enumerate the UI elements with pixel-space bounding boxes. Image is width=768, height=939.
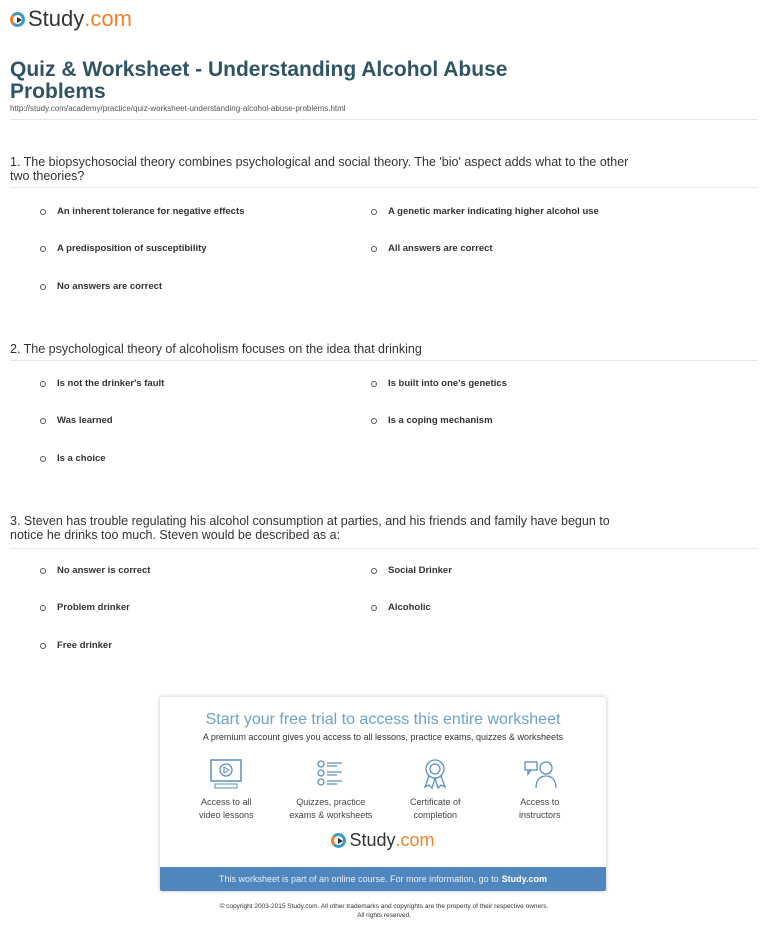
answer-option[interactable] [40,453,106,464]
radio-icon[interactable] [40,568,46,574]
option-label: All answers are correct [388,243,493,254]
instructor-chat-icon [523,758,557,790]
page-title: Quiz & Worksheet - Understanding Alcohol Abuse Problems [10,58,508,103]
logo-tld: .com [395,830,435,850]
checklist-icon [314,758,348,790]
option-label: Is built into one's genetics [388,378,507,389]
radio-icon[interactable] [40,643,46,649]
answer-option[interactable] [40,378,164,389]
copyright-footer [0,902,768,920]
play-logo-icon [10,12,25,27]
question-3: 3. Steven has trouble regulating his alcohol consumption at parties, and his friends and family have begun to notice he drinks too much. Steven would be described as a: [10,514,610,542]
radio-icon[interactable] [40,209,46,215]
answer-option[interactable] [371,415,493,426]
option-label: Social Drinker [388,565,452,576]
feature-label: instructors [518,810,561,820]
question-1: 1. The biopsychosocial theory combines psychological and social theory. The 'bio' aspect adds what to the other two theories? [10,155,629,183]
study-logo[interactable] [10,6,132,32]
radio-icon[interactable] [40,284,46,290]
play-logo-icon [331,833,346,848]
rights-text: All rights reserved. [357,912,411,919]
study-link[interactable]: Study.com [501,874,547,884]
radio-icon[interactable] [40,605,46,611]
option-label: Is not the drinker's fault [57,378,165,389]
option-label: An inherent tolerance for negative effects [57,206,245,217]
question-2: 2. The psychological theory of alcoholism focuses on the idea that drinking [10,342,422,356]
divider [10,360,758,361]
option-label: Problem drinker [57,602,130,613]
answer-option[interactable] [40,602,130,613]
feature-label: Quizzes, practice [296,797,366,807]
option-label: A predisposition of susceptibility [57,243,207,254]
radio-icon[interactable] [40,418,46,424]
feature-label: Certificate of [409,797,461,807]
radio-icon[interactable] [371,568,377,574]
option-label: Was learned [57,415,113,426]
copyright-text: © copyright 2003-2015 Study.com. All other trademarks and copyrights are the property of their respective owners. [219,903,549,910]
course-info-banner [160,867,606,891]
feature-label: Access to all [200,797,252,807]
radio-icon[interactable] [371,246,377,252]
radio-icon[interactable] [371,209,377,215]
logo-text: Study [349,830,396,850]
answer-option[interactable] [40,640,112,651]
option-label: No answers are correct [57,281,163,292]
option-label: A genetic marker indicating higher alcohol use [388,206,599,217]
logo-text: Study [28,6,85,31]
answer-option[interactable] [40,206,244,217]
radio-icon[interactable] [371,418,377,424]
promo-study-logo[interactable] [160,830,606,851]
answer-option[interactable] [371,378,507,389]
answer-option[interactable] [40,565,150,576]
banner-text: This worksheet is part of an online course. For more information, go to [219,874,499,884]
option-label: Free drinker [57,640,112,651]
option-label: Is a choice [57,453,106,464]
option-label: No answer is correct [57,565,151,576]
feature-quizzes [281,758,381,822]
logo-tld: .com [84,6,132,31]
certificate-ribbon-icon [418,758,452,790]
answer-option[interactable] [40,281,162,292]
answer-option[interactable] [40,243,207,254]
feature-video-lessons [176,758,276,822]
feature-label: exams & worksheets [289,810,373,820]
feature-instructors [490,758,590,822]
promo-title[interactable]: Start your free trial to access this entire worksheet [205,711,561,728]
free-trial-promo [160,697,606,891]
page-url: http://study.com/academy/practice/quiz-worksheet-understanding-alcohol-abuse-problems.html [10,104,346,113]
answer-option[interactable] [40,415,113,426]
option-label: Alcoholic [388,602,431,613]
radio-icon[interactable] [40,381,46,387]
feature-label: Access to [520,797,560,807]
radio-icon[interactable] [40,456,46,462]
divider [10,187,758,188]
answer-option[interactable] [371,602,431,613]
feature-label: video lessons [198,810,254,820]
answer-option[interactable] [371,565,452,576]
promo-subtitle: A premium account gives you access to all lessons, practice exams, quizzes & worksheets [202,732,564,742]
option-label: Is a coping mechanism [388,415,493,426]
feature-certificate [385,758,485,822]
divider [10,119,758,120]
radio-icon[interactable] [371,381,377,387]
feature-label: completion [413,810,458,820]
radio-icon[interactable] [40,246,46,252]
answer-option[interactable] [371,243,493,254]
video-monitor-icon [209,758,243,790]
answer-option[interactable] [371,206,599,217]
radio-icon[interactable] [371,605,377,611]
divider [10,548,758,549]
